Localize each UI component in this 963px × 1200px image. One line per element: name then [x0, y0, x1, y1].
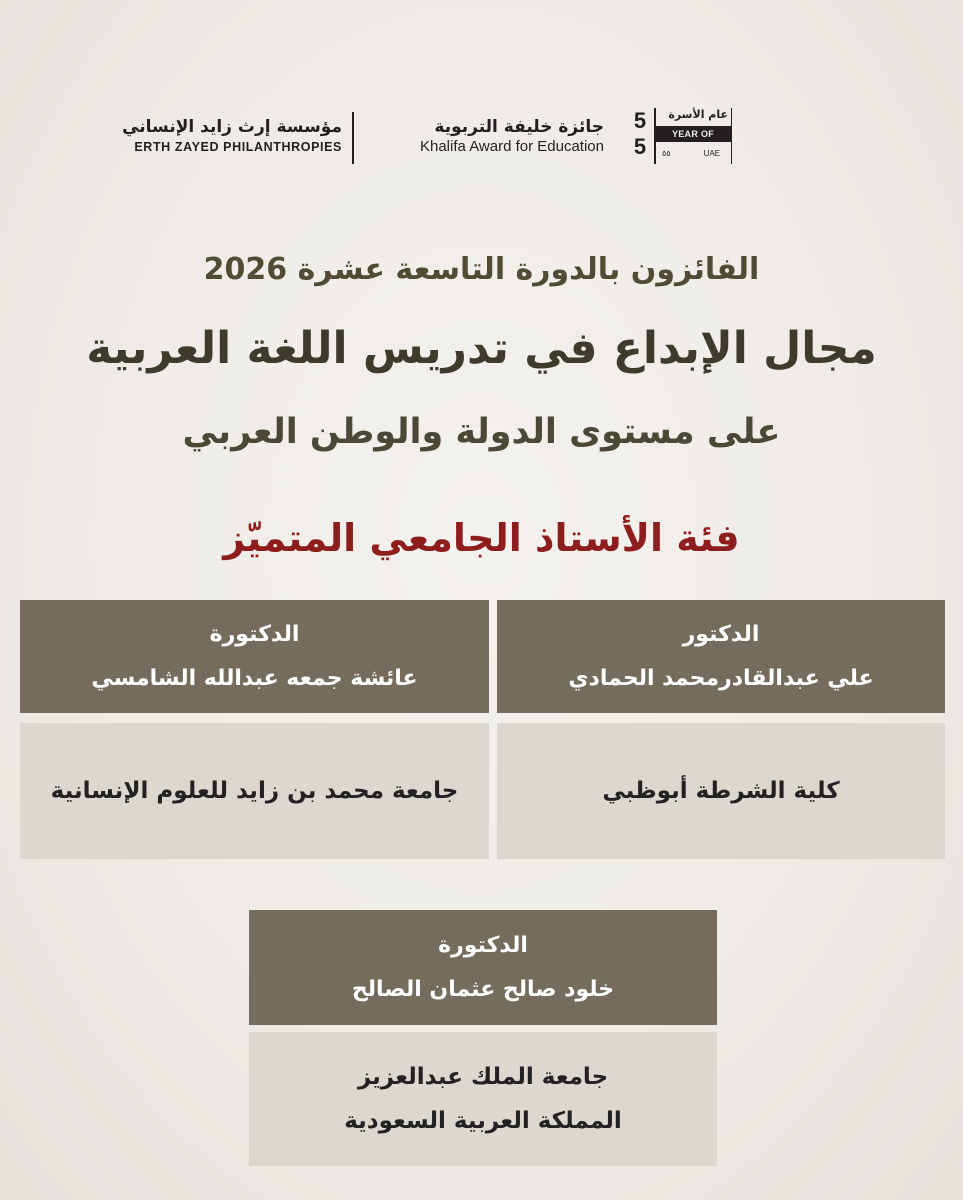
- winner-3-institution-box: [249, 1032, 717, 1166]
- winner-1-name-box: [497, 600, 945, 713]
- khalifa-award-arabic-name: جائزة خليفة التربوية: [434, 117, 604, 137]
- winner-3-institution-line-2: المملكة العربية السعودية: [344, 1108, 622, 1134]
- fifty-five-logo: [628, 108, 652, 160]
- fifty-five-bottom-digit: 5: [633, 134, 647, 159]
- winner-1-name: علي عبدالقادرمحمد الحمادي: [568, 665, 874, 691]
- winner-2-name-box: [20, 600, 489, 713]
- field-title: مجال الإبداع في تدريس اللغة العربية: [86, 323, 877, 374]
- erth-zayed-english-name: ERTH ZAYED PHILANTHROPIES: [134, 140, 342, 154]
- uae-label: UAE: [703, 149, 720, 158]
- winner-1-title: الدكتور: [682, 621, 760, 647]
- khalifa-award-logo: [364, 116, 604, 156]
- winner-1-institution: كلية الشرطة أبوظبي: [602, 778, 840, 804]
- year-of-family-english: YEAR OF FAMILY: [654, 126, 732, 142]
- winner-3-name: خلود صالح عثمان الصالح: [351, 976, 615, 1002]
- winner-3-institution-line-1: جامعة الملك عبدالعزيز: [357, 1064, 609, 1090]
- erth-zayed-logo: [80, 116, 342, 156]
- partner-logos: [80, 108, 740, 166]
- winner-3-title: الدكتورة: [438, 932, 528, 958]
- winner-2-title: الدكتورة: [209, 621, 300, 647]
- level-line: على مستوى الدولة والوطن العربي: [182, 412, 781, 452]
- winner-2-institution: جامعة محمد بن زايد للعلوم الإنسانية: [50, 778, 459, 804]
- winner-2-institution-box: [20, 723, 489, 859]
- khalifa-award-english-name: Khalifa Award for Education: [419, 138, 604, 155]
- winners-line: الفائزون بالدورة التاسعة عشرة 2026: [203, 252, 760, 287]
- winner-1-institution-box: [497, 723, 945, 859]
- category-title: فئة الأستاذ الجامعي المتميّز: [223, 516, 740, 560]
- erth-zayed-arabic-name: مؤسسة إرث زايد الإنساني: [122, 117, 342, 137]
- logo-divider: [352, 112, 354, 164]
- year-of-family-arabic: عام الأسرة: [668, 108, 728, 121]
- winner-3-name-box: [249, 910, 717, 1025]
- fifty-five-top-digit: 5: [633, 108, 647, 133]
- year-of-family-logo: [654, 108, 732, 164]
- year-of-family-mark: ٥٥: [662, 149, 671, 158]
- winner-2-name: عائشة جمعه عبدالله الشامسي: [91, 665, 418, 691]
